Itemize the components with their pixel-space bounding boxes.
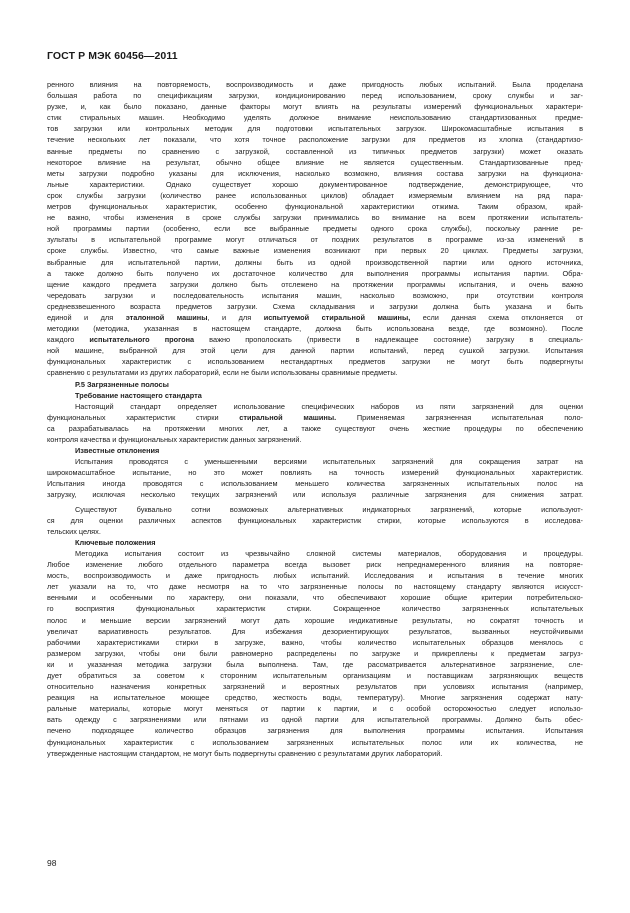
text-line	[47, 212, 583, 223]
text-run: Известные отклонения	[75, 446, 160, 456]
text-run: относительно назначения конкретных загрязнений и вероятных результатов при условиях испытания (например,	[47, 682, 583, 692]
text-run: ся для оценки различных аспектов функциональных характеристик стирки, которые используются в исследова-	[47, 515, 583, 525]
text-run: зультаты в испытательной программе могут отличаться от поздних результатов в программе из-за изменений в	[47, 235, 583, 245]
text-run: са разрабатывалась на протяжении многих лет, а также существуют очень жесткие процедуры по обеспечению	[47, 423, 583, 433]
text-line	[47, 748, 583, 759]
text-run: утвержденные настоящим стандартом, не могут быть подвергнуты сравнению с результатами других лабораторий.	[47, 748, 443, 758]
text-run: ки и указанная методика загрузки была выполнена. Там, где рассматривается альтернативное загрязнение, сле-	[47, 659, 583, 669]
text-run: дует обратиться за советом к сторонним испытательным организациям и поставщикам загрязняющих веществ	[47, 670, 583, 680]
text-line	[47, 603, 583, 614]
text-line	[47, 134, 583, 145]
text-run: Настоящий стандарт определяет использование специфических наборов из пяти загрязнений для оценки	[75, 401, 583, 411]
text-run: размером загрузки, чтобы они были равномерно распределены по загрузке и прикреплены к предметам загруз-	[47, 648, 583, 658]
text-line	[47, 401, 583, 412]
text-run: сроке службы. Известно, что самые важные изменения возникают при первых 20 циклах. Предметы загрузки,	[47, 246, 583, 256]
text-line	[47, 146, 583, 157]
text-line	[47, 323, 583, 334]
text-run: Методика испытания состоит из чрезвычайно сложной системы материалов, оборудования и процедуры.	[75, 548, 583, 558]
text-line	[47, 615, 583, 626]
text-run: единой и для	[47, 312, 126, 322]
text-run: печено подходящее количество образцов загрязнения для выполнения программы испытания. Испытания	[47, 726, 583, 736]
text-run: выбранные для испытательной партии, должны быть из одной производственной партии или одного источника,	[47, 257, 583, 267]
text-line	[47, 489, 583, 500]
text-run: Существуют буквально сотни возможных альтернативных индикаторных загрязнений, которые используют-	[75, 504, 583, 514]
text-run: тельских целях.	[47, 526, 101, 536]
text-line	[47, 157, 583, 168]
text-run: увеличат вариативность результатов. Для избежания дезориентирующих результатов, вызванных неустойчивыми	[47, 626, 583, 636]
text-line	[47, 356, 583, 367]
text-line	[47, 670, 583, 681]
text-line	[47, 179, 583, 190]
text-line	[47, 245, 583, 256]
text-run: методики (методика, указанная в настоящем стандарте, должна быть использована везде, где возможно). После	[47, 324, 583, 334]
text-run: меты загрузки подробно указаны для исключения, насколько возможно, влияния состава загрузки на функциона-	[47, 168, 583, 178]
text-run: важно прополоскать (привести в надлежащее состояние) загрузку в специаль-	[194, 335, 583, 345]
text-run: Р.5 Загрязненные полосы	[75, 379, 169, 389]
text-run: полос и меньшие версии загрязнений могут дать хорошие индикативные результаты, но сократят точность и	[47, 615, 583, 625]
text-line	[47, 334, 583, 345]
text-line	[47, 714, 583, 725]
text-run: щение каждого предмета загрузки должно быть отслежено на протяжении программы испытания, и очень важно	[47, 279, 583, 289]
text-line	[47, 559, 583, 570]
text-line	[47, 312, 583, 323]
text-line	[47, 168, 583, 179]
text-line	[47, 515, 583, 526]
text-run: функциональных характеристик стирки	[47, 412, 240, 422]
text-run: если данная схема отклоняется от	[410, 312, 583, 322]
text-line	[47, 626, 583, 637]
section-heading	[47, 390, 583, 401]
text-line	[47, 201, 583, 212]
text-run: сравнению с результатами из других лабораторий, если не были использованы сравнимые предметы.	[47, 368, 398, 378]
text-run: рабочими характеристиками стирки в загрузке, важно, чтобы количество испытательных образцов менялось с	[47, 637, 583, 647]
text-run: некоторое влияние на результат, обычно общее влияние не является существенным. Стандартизованные пред-	[47, 157, 583, 167]
text-run: Любое изменение любого отдельного параметра всегда вызовет риск непреднамеренного влияния на повторяе-	[47, 560, 583, 570]
bold-term: стиральной машины.	[239, 412, 337, 422]
text-run: мость, воспроизводимость и даже пригодность любых испытаний. Исследования и испытания в течение многих	[47, 571, 583, 581]
text-run: , и для	[207, 312, 264, 322]
text-run: вать одежду с загрязнениями или пятнами из одной партии для испытательной программы. Должно быть обес-	[47, 715, 583, 725]
text-run: контроля качества и функциональных характеристик данных загрязнений.	[47, 435, 302, 444]
text-run: льные характеристики. Однако существует хорошо документированное подтверждение, демонстрирующее, что	[47, 179, 583, 189]
text-line	[47, 434, 583, 445]
text-line	[47, 190, 583, 201]
text-run: ванные предметы по сравнению с загрузкой, составленной из типичных предметов загрузки) может оказать	[47, 146, 583, 156]
text-run: большая работа по спецификациям загрузки, кондиционированию перед использованием, сроку службы и заг-	[47, 91, 583, 101]
text-run: ной программы партии (особенно, если все выбранные предметы одного срока службы), поскольку ранние ре-	[47, 224, 583, 234]
text-run: венными и особенными по характеру, они показали, что обеспечивают хорошие общие критерии потребительско-	[47, 593, 583, 603]
section-heading	[47, 537, 583, 548]
text-line	[47, 478, 583, 489]
text-run: го восприятия функциональных характеристик стирки. Сокращенное количество загрязненных испытательных	[47, 604, 583, 614]
text-run: лет указали на то, что даже несмотря на то что загрязненные полосы по настоящему стандарту являются искусст-	[47, 582, 583, 592]
text-line	[47, 581, 583, 592]
text-line	[47, 737, 583, 748]
text-run: каждого	[47, 335, 90, 345]
text-line	[47, 659, 583, 670]
text-run: ральные материалы, которые могут меняться от партии к партии, и с особой осторожностью следует использо-	[47, 704, 583, 714]
text-line	[47, 548, 583, 559]
section-heading	[47, 445, 583, 456]
text-line	[47, 257, 583, 268]
text-run: функциональных характеристик с использованием загрязненных испытательных полос или их количества, не	[47, 737, 583, 747]
text-run: широкомасштабное испытание, но это может повлиять на точность измерений функциональных характеристик.	[47, 468, 583, 478]
text-run: Испытания иногда проводятся с использованием меньшего количества загрязненных испытательных полос на	[47, 479, 583, 489]
text-run: Ключевые положения	[75, 537, 156, 547]
text-run: тов загрузки или контрольных методик для подготовки испытательных загрузок. Широкомасштабные испытания в	[47, 124, 583, 134]
text-run: ной машине, выбранной для этой цели для данной партии испытаний, перед сушкой загрузки. Испытания	[47, 346, 583, 356]
text-line	[47, 412, 583, 423]
text-run: ренного влияния на повторяемость, воспроизводимость и даже пригодность любых испытаний. Была проделана	[47, 80, 583, 89]
section-heading	[47, 379, 583, 390]
text-line	[47, 504, 583, 515]
text-line	[47, 703, 583, 714]
text-run: метров функциональных характеристик, особенно функциональной характеристики отжима. Таким образом, край-	[47, 202, 583, 212]
text-line	[47, 345, 583, 356]
text-line	[47, 301, 583, 312]
text-line	[47, 90, 583, 101]
text-line	[47, 592, 583, 603]
text-run: Применяемая загрязненная испытательная поло-	[336, 412, 583, 422]
text-run: стик стиральных машин. Необходимо уделять должное внимание неиспользованию стандартизованных предме-	[47, 113, 583, 123]
text-run: течение нескольких лет показали, что хотя точное расположение загрузки для предметов из хлопка (стандартизо-	[47, 135, 583, 145]
text-line	[47, 467, 583, 478]
text-run: рузке, и, как было показано, данные факторы могут влиять на результаты измерений функциональных характери-	[47, 102, 583, 112]
text-line	[47, 268, 583, 279]
text-line	[47, 79, 583, 90]
text-run: реакция на испытательное моющее средство, жесткость воды, температуру). Многие загрязнения содержат нату-	[47, 693, 583, 703]
text-line	[47, 423, 583, 434]
text-run: Требование настоящего стандарта	[75, 390, 202, 400]
text-line	[47, 637, 583, 648]
text-line	[47, 526, 583, 537]
text-line	[47, 681, 583, 692]
text-line	[47, 456, 583, 467]
text-line	[47, 234, 583, 245]
text-run: а также должно быть получено их достаточное количество для выполнения программы испытания партии. Обра-	[47, 268, 583, 278]
text-run: чередовать загрузки и последовательность испытания машин, насколько возможно, при отсутствии контроля	[47, 290, 583, 300]
text-run: загрузку, исключая несколько текущих загрязнений или используя различные загрязнения для снижения затрат.	[47, 490, 583, 500]
text-run: средневзвешенного возраста предметов загрузки. Схема складывания и загрузки должна быть указана и быть	[47, 301, 583, 311]
text-run: срок службы загрузки (количество ранее использованных циклов) обладает измеряемым влиянием на ряд пара-	[47, 190, 583, 200]
text-line	[47, 692, 583, 703]
text-line	[47, 725, 583, 736]
bold-term: испытуемой стиральной машины,	[263, 312, 411, 322]
text-run: Испытания проводятся с уменьшенными версиями испытательных загрязнений для сокращения затрат на	[75, 457, 583, 467]
bold-term: эталонной машины	[125, 312, 208, 322]
bold-term: испытательного прогона	[89, 335, 195, 345]
text-line	[47, 112, 583, 123]
page-number: 98	[47, 858, 57, 868]
text-run: функциональных характеристик с использованием нестандартных предметов загрузки не могут быть подвергнуты	[47, 357, 583, 367]
body-text	[47, 79, 583, 759]
text-run: не важно, чтобы изменения в сроке службы загрузки принимались во внимание на всем протяжении испытатель-	[47, 213, 583, 223]
text-line	[47, 279, 583, 290]
text-line	[47, 367, 583, 378]
standard-header: ГОСТ Р МЭК 60456—2011	[47, 50, 178, 62]
text-line	[47, 101, 583, 112]
text-line	[47, 123, 583, 134]
text-line	[47, 648, 583, 659]
text-line	[47, 290, 583, 301]
text-line	[47, 223, 583, 234]
text-line	[47, 570, 583, 581]
